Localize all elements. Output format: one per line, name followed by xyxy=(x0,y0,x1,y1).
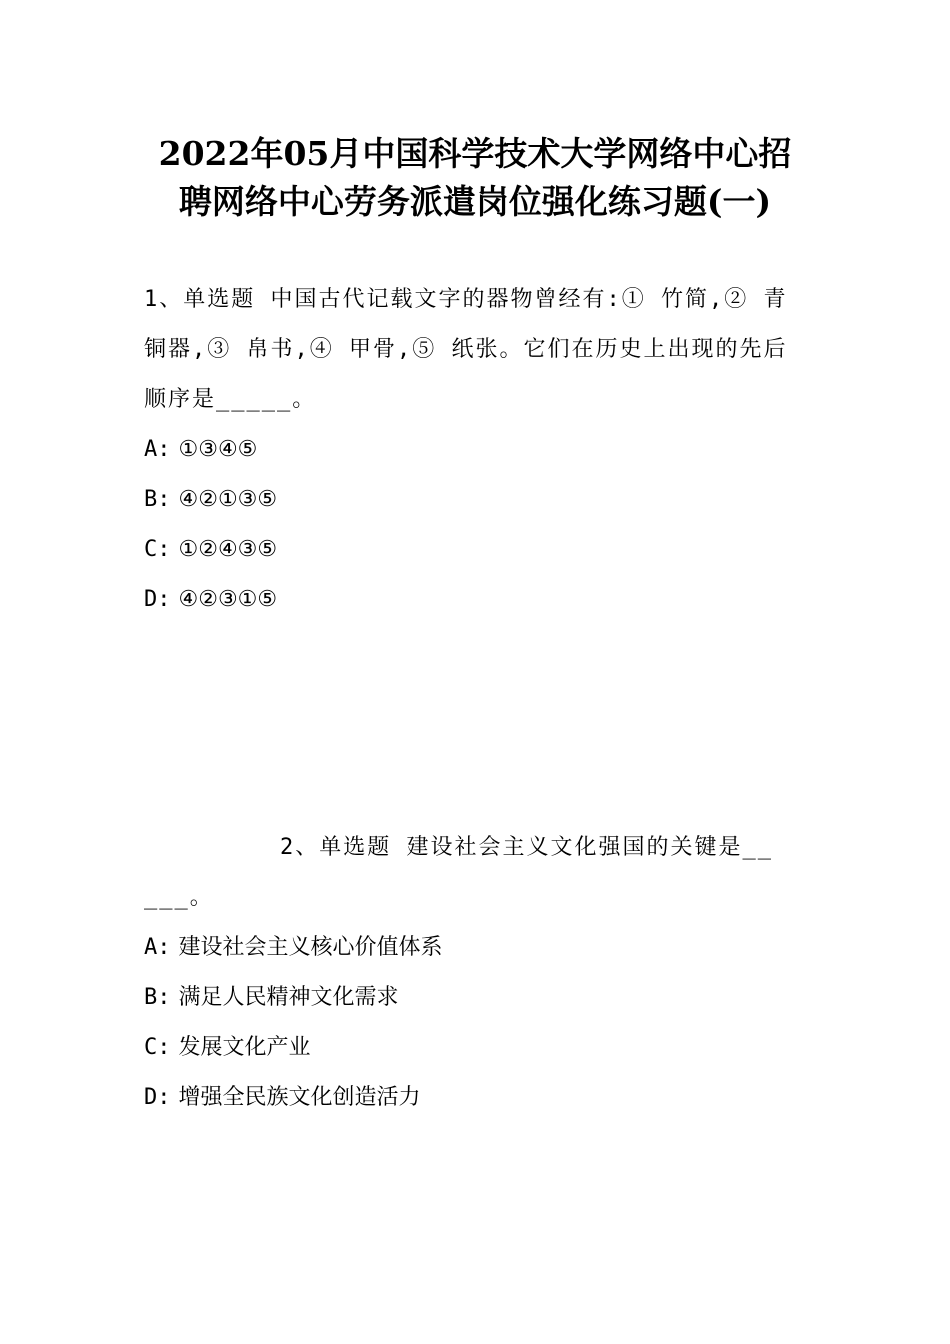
option-text: ④②③①⑤ xyxy=(178,587,278,612)
option-letter: A: xyxy=(144,437,171,462)
option-text: 满足人民精神文化需求 xyxy=(178,985,399,1010)
option-text: ①②④③⑤ xyxy=(178,537,278,562)
option-text: 建设社会主义核心价值体系 xyxy=(178,935,443,960)
option-letter: C: xyxy=(144,1035,171,1060)
question-2-option-a xyxy=(144,933,443,963)
document-title-line-1: 2022年05月中国科学技术大学网络中心招 xyxy=(158,134,792,173)
question-2-option-b xyxy=(144,983,399,1013)
option-text: ①③④⑤ xyxy=(178,437,258,462)
document-title-line-2: 聘网络中心劳务派遣岗位强化练习题(一) xyxy=(178,182,772,221)
question-2-text-line-2: ___。 xyxy=(144,885,214,910)
question-2-option-c xyxy=(144,1033,311,1063)
question-1-option-a xyxy=(144,435,257,465)
question-1-option-b xyxy=(144,485,277,515)
question-1-option-d xyxy=(144,585,277,615)
option-text: ④②①③⑤ xyxy=(178,487,278,512)
question-1-text-line-3: 顺序是_____。 xyxy=(144,387,317,412)
option-letter: D: xyxy=(144,587,171,612)
option-letter: C: xyxy=(144,537,171,562)
question-2-option-d xyxy=(144,1083,421,1113)
option-text: 增强全民族文化创造活力 xyxy=(178,1085,421,1110)
question-1-text-line-2: 铜器,③ 帛书,④ 甲骨,⑤ 纸张。它们在历史上出现的先后 xyxy=(144,337,788,362)
option-letter: B: xyxy=(144,487,171,512)
option-letter: D: xyxy=(144,1085,171,1110)
option-letter: A: xyxy=(144,935,171,960)
question-1-option-c xyxy=(144,535,277,565)
question-2-text-line-1: 2、单选题 建设社会主义文化强国的关键是__ xyxy=(280,835,773,860)
option-text: 发展文化产业 xyxy=(178,1035,311,1060)
option-letter: B: xyxy=(144,985,171,1010)
question-1-text-line-1: 1、单选题 中国古代记载文字的器物曾经有:① 竹简,② 青 xyxy=(144,287,788,312)
